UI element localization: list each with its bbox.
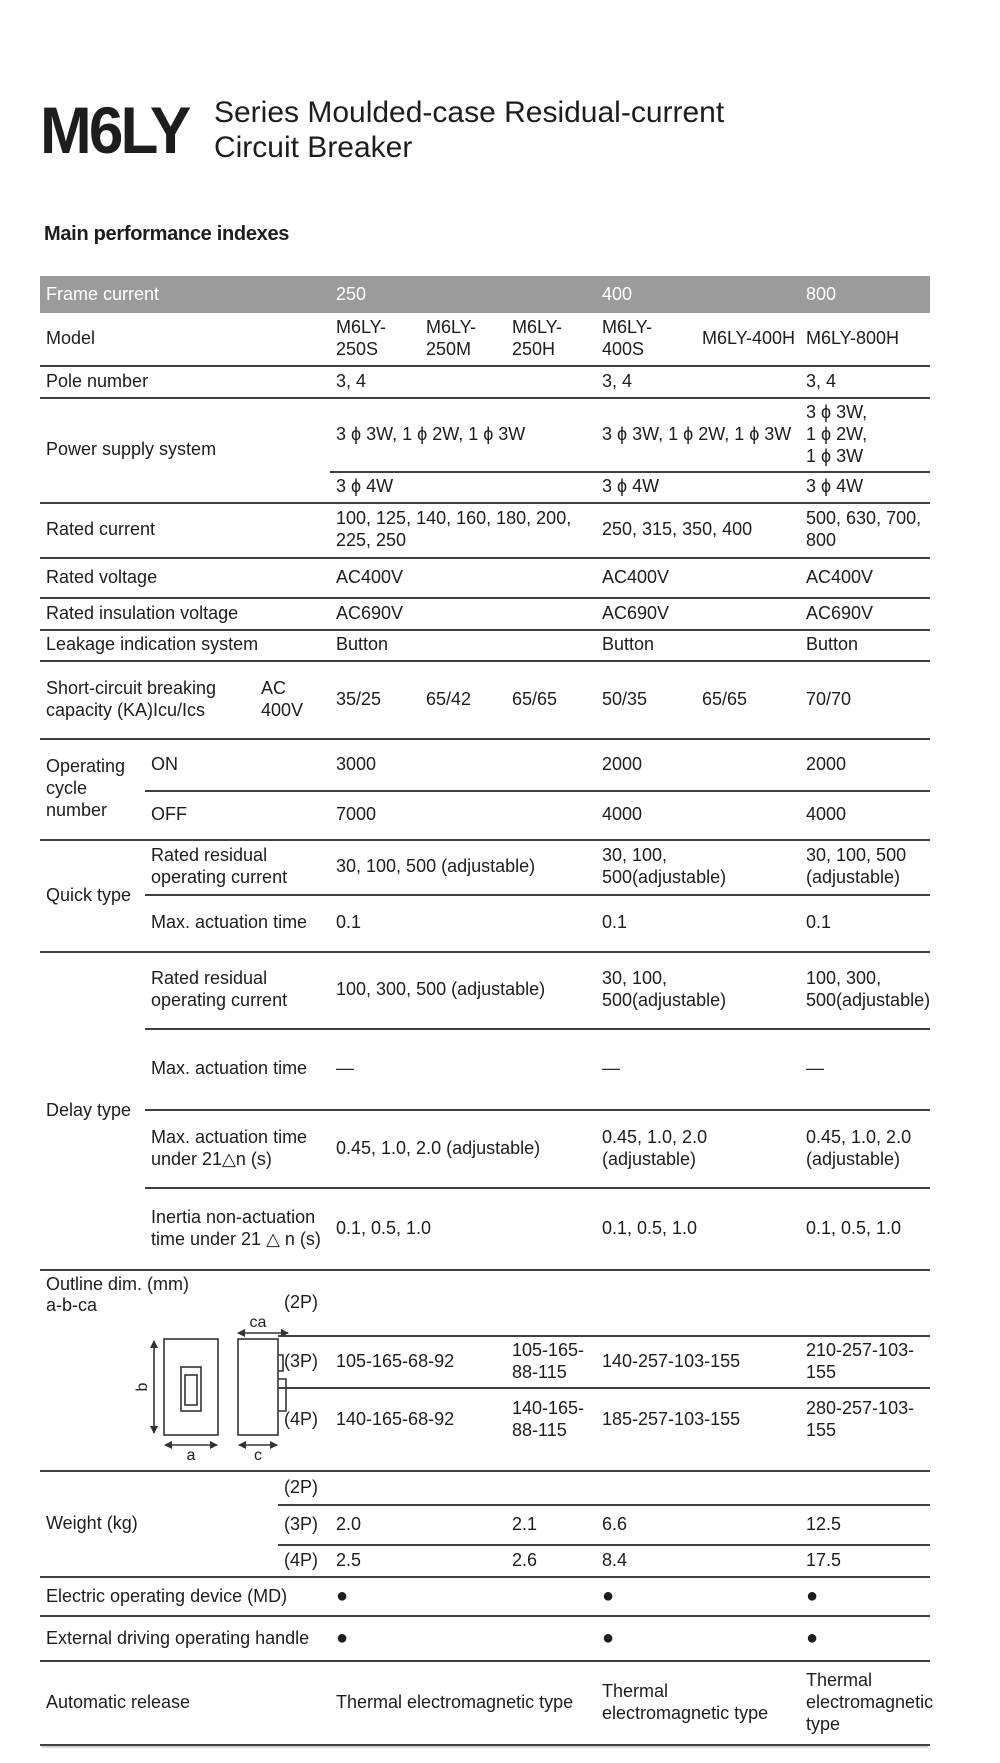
delay-rroc-400: 30, 100, 500(adjustable) [602,968,727,1011]
model-250s: M6LY-250S [336,317,387,359]
weight-2p-values-empty [330,1485,930,1491]
table-row-operating-cycle [40,740,930,841]
model-250h: M6LY-250H [512,317,563,359]
auto-release-250: Thermal electromagnetic type [336,1692,574,1713]
frame-current-label: Frame current [46,283,160,304]
table-row-pole-number [40,367,930,399]
outline-4p-250h: 140-165-88-115 [512,1398,585,1441]
table-row-quick-type [40,841,930,953]
outline-label-line1: Outline dim. (mm) [46,1273,190,1294]
auto-release-800: Thermal electromagnetic type [806,1670,934,1734]
leakage-400: Button [602,634,655,655]
dim-label-ca: ca [249,1315,267,1332]
outline-3p-400: 140-257-103-155 [602,1350,741,1371]
delay-mat-label: Max. actuation time [151,1058,308,1079]
quick-mat-400: 0.1 [602,912,628,933]
table-row-power-supply [40,399,930,504]
weight-4p-800: 17.5 [806,1550,842,1571]
pole-400: 3, 4 [602,371,633,392]
cycle-off-800: 4000 [806,804,847,825]
dim-label-a: a [186,1447,196,1462]
quick-mat-label: Max. actuation time [151,912,308,933]
cycle-on-800: 2000 [806,753,847,774]
rated-voltage-400: AC400V [602,566,670,587]
delay-mat21-400: 0.45, 1.0, 2.0 (adjustable) [602,1126,708,1169]
rated-current-400: 250, 315, 350, 400 [602,519,753,540]
power-supply-row1-800: 3 ϕ 3W, 1 ϕ 2W, 1 ϕ 3W [806,402,868,466]
rated-voltage-250: AC400V [336,566,404,587]
delay-rroc-250: 100, 300, 500 (adjustable) [336,979,546,1000]
electric-device-800: ● [806,1585,819,1608]
electric-device-400: ● [602,1585,615,1608]
title-block [40,95,1000,165]
delay-rroc-label: Rated residual operating current [151,968,288,1011]
table-row-leakage-indication [40,631,930,662]
section-heading: Main performance indexes [44,223,290,245]
dim-label-b: b [134,1382,151,1392]
insulation-voltage-400: AC690V [602,602,670,623]
electric-device-label: Electric operating device (MD) [46,1585,288,1606]
outline-2p-label: (2P) [284,1291,319,1312]
table-row-electric-device [40,1578,930,1617]
short-circuit-label: Short-circuit breaking capacity (KA)Icu/Ics [46,677,217,720]
outline-label-line2: a-b-ca [46,1295,98,1316]
delay-rroc-800: 100, 300, 500(adjustable) [806,968,931,1011]
weight-4p-250h: 2.6 [512,1550,538,1571]
table-row-external-handle [40,1617,930,1662]
quick-mat-800: 0.1 [806,912,832,933]
outline-4p-label: (4P) [284,1409,319,1430]
insulation-voltage-250: AC690V [336,602,404,623]
model-label: Model [46,328,96,349]
delay-inertia-400: 0.1, 0.5, 1.0 [602,1217,698,1238]
table-row-model [40,313,930,367]
weight-4p-label: (4P) [284,1550,319,1571]
delay-mat-800: — [806,1058,824,1079]
rated-current-250: 100, 125, 140, 160, 180, 200, 225, 250 [336,508,572,551]
table-row-rated-voltage [40,559,930,599]
power-supply-row1-400: 3 ϕ 3W, 1 ϕ 2W, 1 ϕ 3W [602,423,792,444]
product-title-line2: Circuit Breaker [213,131,413,164]
outline-4p-800: 280-257-103-155 [806,1398,915,1441]
table-row-frame-current [40,276,930,313]
product-title-line1: Series Moulded-case Residual-current [213,96,725,129]
weight-label: Weight (kg) [46,1513,138,1534]
power-supply-row2-400: 3 ϕ 4W [602,476,660,497]
table-row-insulation-voltage [40,599,930,631]
delay-mat21-label: Max. actuation time under 21△n (s) [151,1126,308,1169]
operating-cycle-label: Operating cycle number [46,756,126,821]
outline-4p-400: 185-257-103-155 [602,1409,741,1430]
quick-mat-250: 0.1 [336,912,362,933]
weight-4p-400: 8.4 [602,1550,628,1571]
external-handle-250: ● [336,1627,349,1650]
short-circuit-condition: AC 400V [261,677,304,720]
table-row-outline-dim [40,1271,930,1472]
power-supply-label: Power supply system [46,439,217,460]
outline-3p-250sm: 105-165-68-92 [336,1350,455,1371]
dim-label-c: c [254,1447,262,1462]
cycle-off-label: OFF [151,804,187,825]
model-400s: M6LY-400S [602,317,653,359]
product-series-name: M6LY [40,93,189,167]
cycle-on-400: 2000 [602,753,643,774]
weight-3p-label: (3P) [284,1514,319,1535]
pole-label: Pole number [46,371,149,392]
outline-3p-250h: 105-165-88-115 [512,1339,585,1382]
insulation-voltage-800: AC690V [806,602,874,623]
weight-3p-250sm: 2.0 [336,1514,362,1535]
performance-table [40,276,934,1746]
rated-voltage-800: AC400V [806,566,874,587]
weight-3p-400: 6.6 [602,1514,628,1535]
short-circuit-250s: 35/25 [336,688,382,709]
pole-800: 3, 4 [806,371,837,392]
external-handle-800: ● [806,1627,819,1650]
model-400h: M6LY-400H [702,328,796,349]
rated-current-800: 500, 630, 700, 800 [806,508,922,551]
power-supply-row2-250: 3 ϕ 4W [336,476,394,497]
outline-3p-label: (3P) [284,1350,319,1371]
table-row-delay-type [40,953,930,1271]
cycle-off-400: 4000 [602,804,643,825]
breaker-front-view [164,1339,218,1435]
short-circuit-250h: 65/65 [512,688,558,709]
breaker-side-view [238,1339,278,1435]
table-row-short-circuit [40,662,930,740]
table-row-weight [40,1472,930,1578]
quick-rroc-400: 30, 100, 500(adjustable) [602,845,727,888]
external-handle-400: ● [602,1627,615,1650]
frame-current-800: 800 [806,283,837,304]
rated-voltage-label: Rated voltage [46,566,158,587]
frame-current-400: 400 [602,283,633,304]
electric-device-250: ● [336,1585,349,1608]
short-circuit-800h: 70/70 [806,688,852,709]
power-supply-row1-250: 3 ϕ 3W, 1 ϕ 2W, 1 ϕ 3W [336,423,526,444]
leakage-800: Button [806,634,859,655]
cycle-on-250: 3000 [336,753,377,774]
weight-3p-800: 12.5 [806,1514,842,1535]
delay-mat21-250: 0.45, 1.0, 2.0 (adjustable) [336,1137,541,1158]
external-handle-label: External driving operating handle [46,1627,310,1648]
power-supply-row2-800: 3 ϕ 4W [806,476,864,497]
weight-4p-250sm: 2.5 [336,1550,362,1571]
model-250m: M6LY-250M [426,317,477,359]
delay-mat-250: — [336,1058,354,1079]
delay-type-label: Delay type [46,1099,132,1120]
outline-4p-250sm: 140-165-68-92 [336,1409,455,1430]
table-row-auto-release [40,1662,934,1746]
quick-type-label: Quick type [46,884,132,905]
cycle-off-250: 7000 [336,804,377,825]
weight-3p-250h: 2.1 [512,1514,538,1535]
leakage-label: Leakage indication system [46,634,259,655]
delay-mat-400: — [602,1058,620,1079]
insulation-voltage-label: Rated insulation voltage [46,602,239,623]
outline-3p-800: 210-257-103-155 [806,1339,915,1382]
model-800h: M6LY-800H [806,328,900,349]
leakage-250: Button [336,634,389,655]
delay-inertia-label: Inertia non-actuation time under 21 △ n (s) [151,1206,321,1249]
cycle-on-label: ON [151,753,178,774]
frame-current-250: 250 [336,283,367,304]
delay-inertia-800: 0.1, 0.5, 1.0 [806,1217,902,1238]
outline-label-block [40,1271,278,1470]
short-circuit-250m: 65/42 [426,688,472,709]
quick-rroc-250: 30, 100, 500 (adjustable) [336,856,536,877]
short-circuit-400s: 50/35 [602,688,648,709]
delay-mat21-800: 0.45, 1.0, 2.0 (adjustable) [806,1126,912,1169]
auto-release-label: Automatic release [46,1692,191,1713]
short-circuit-400h: 65/65 [702,688,748,709]
weight-2p-label: (2P) [284,1477,319,1498]
quick-rroc-800: 30, 100, 500 (adjustable) [806,845,907,888]
pole-250: 3, 4 [336,371,367,392]
table-row-rated-current [40,504,930,559]
auto-release-400: Thermal electromagnetic type [602,1681,769,1723]
quick-rroc-label: Rated residual operating current [151,845,288,888]
outline-2p-values-empty [330,1300,930,1306]
delay-inertia-250: 0.1, 0.5, 1.0 [336,1217,432,1238]
product-title [214,95,724,165]
rated-current-label: Rated current [46,519,156,540]
